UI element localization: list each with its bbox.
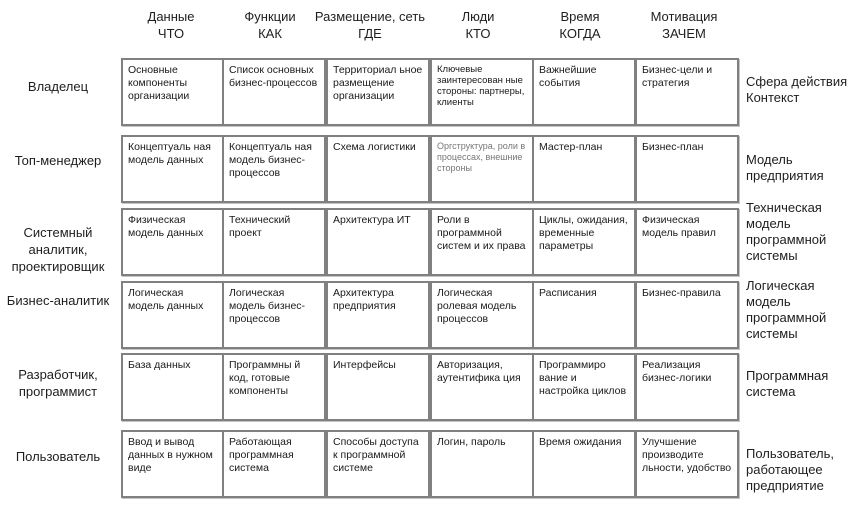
perspective-label: Программная система <box>746 368 829 399</box>
matrix-cell: Время ожидания <box>532 430 636 498</box>
matrix-cell: Концептуаль ная модель данных <box>121 135 225 203</box>
matrix-cell: Логическая ролевая модель процессов <box>430 281 534 349</box>
matrix-cell: Бизнес-правила <box>635 281 739 349</box>
column-header: Данные ЧТО <box>147 9 195 41</box>
row-header: Разработчик, программист <box>18 367 98 399</box>
matrix-cell: База данных <box>121 353 225 421</box>
matrix-cell: Схема логистики <box>326 135 430 203</box>
matrix-cell: Физическая модель правил <box>635 208 739 276</box>
matrix-cell: Бизнес-план <box>635 135 739 203</box>
row-header: Бизнес-аналитик <box>6 293 110 308</box>
perspective-label: Сфера действия Контекст <box>746 74 848 105</box>
matrix-cell: Программны й код, готовые компоненты <box>222 353 326 421</box>
row-header: Топ-менеджер <box>14 153 102 168</box>
matrix-cell: Список основных бизнес-процессов <box>222 58 326 126</box>
matrix-cell: Реализация бизнес-логики <box>635 353 739 421</box>
matrix-cell: Способы доступа к программной системе <box>326 430 430 498</box>
matrix-cell: Логическая модель данных <box>121 281 225 349</box>
matrix-cell: Логическая модель бизнес-процессов <box>222 281 326 349</box>
column-header: Люди КТО <box>461 9 495 41</box>
matrix-cell: Программиро вание и настройка циклов <box>532 353 636 421</box>
row-header: Системный аналитик, проектировщик <box>11 225 105 274</box>
matrix-cell: Территориал ьное размещение организации <box>326 58 430 126</box>
matrix-cell: Ввод и вывод данных в нужном виде <box>121 430 225 498</box>
perspective-label: Логическая модель программной системы <box>746 278 827 341</box>
matrix-cell: Логин, пароль <box>430 430 534 498</box>
matrix-cell: Работающая программная система <box>222 430 326 498</box>
matrix-cell: Циклы, ожидания, временные параметры <box>532 208 636 276</box>
matrix-cell: Роли в программной систем и их права <box>430 208 534 276</box>
perspective-label: Техническая модель программной системы <box>746 200 827 263</box>
matrix-cell: Улучшение производите льности, удобство <box>635 430 739 498</box>
matrix-cell: Оргструктура, роли в процессах, внешние стороны <box>430 135 534 203</box>
matrix-cell: Важнейшие события <box>532 58 636 126</box>
column-header: Размещение, сеть ГДЕ <box>314 9 426 41</box>
matrix-cell: Ключевые заинтересован ные стороны: партнеры, клиенты <box>430 58 534 126</box>
matrix-cell: Мастер-план <box>532 135 636 203</box>
matrix-cell: Расписания <box>532 281 636 349</box>
row-header: Пользователь <box>15 449 101 464</box>
matrix-cell: Физическая модель данных <box>121 208 225 276</box>
column-header: Функции КАК <box>244 9 296 41</box>
row-header: Владелец <box>27 79 89 94</box>
matrix-cell: Технический проект <box>222 208 326 276</box>
matrix-cell: Авторизация, аутентифика ция <box>430 353 534 421</box>
matrix-cell: Основные компоненты организации <box>121 58 225 126</box>
perspective-label: Пользователь, работающее предприятие <box>746 446 834 493</box>
matrix-cell: Архитектура ИТ <box>326 208 430 276</box>
matrix-cell: Концептуаль ная модель бизнес-процессов <box>222 135 326 203</box>
matrix-cell: Бизнес-цели и стратегия <box>635 58 739 126</box>
column-header: Время КОГДА <box>559 9 601 41</box>
matrix-cell: Архитектура предприятия <box>326 281 430 349</box>
perspective-label: Модель предприятия <box>746 152 824 183</box>
matrix-cell: Интерфейсы <box>326 353 430 421</box>
column-header: Мотивация ЗАЧЕМ <box>650 9 718 41</box>
